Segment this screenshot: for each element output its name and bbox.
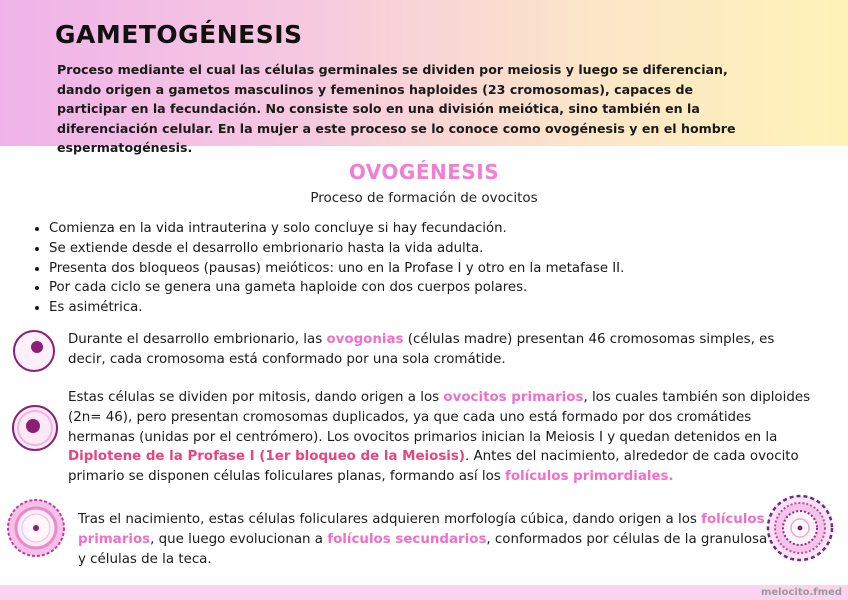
- intro-paragraph: Proceso mediante el cual las células germinales se dividen por meiosis y luego se diferencian, dando origen a gametos masculinos y femeninos haploides (23 cromosomas), capaces de participar en la fecundación. No consiste solo en una división meiótica, sino también en la diferenciación celular. En la mujer a este proceso se lo conoce como ovogénesis y en el hombre espermatogénesis.: [57, 62, 736, 155]
- paragraph-oogonias: [68, 330, 813, 370]
- primary-follicle-icon: [5, 497, 67, 559]
- term-diplotene: Diplotene de la Profase I (1er bloqueo de la Meiosis): [68, 449, 465, 465]
- bullet-item: • Comienza en la vida intrauterina y solo concluye si hay fecundación.: [49, 219, 729, 239]
- term-foliculos-primarios: folículos primarios: [78, 512, 765, 547]
- para2-text-a: Estas células se dividen por mitosis, dando origen a los: [68, 390, 444, 405]
- para3-text-c: , conformados por células de la granulosa y células de la teca.: [78, 531, 768, 567]
- secondary-follicle-icon: [764, 492, 836, 564]
- bullet-item: • Se extiende desde el desarrollo embrionario hasta la vida adulta.: [49, 239, 729, 259]
- para2-text-b: , los cuales también son diploides (2n= 46), pero presentan cromosomas duplicados, ya que cada uno está formado por dos cromátides hermanas (unidas por el centrómero). Los ovocitos primarios inician la Meiosis I y quedan detenidos en la: [68, 390, 811, 445]
- primary-oocyte-cell-icon: [9, 402, 61, 454]
- term-ovogonias: ovogonias: [326, 332, 404, 347]
- footer-credit: melocito.fmed: [760, 587, 842, 598]
- paragraph-primary-oocytes: [68, 388, 820, 487]
- header-banner: [0, 0, 848, 155]
- para3-text-a: Tras el nacimiento, estas células foliculares adquieren morfología cúbica, dando origen a los: [78, 512, 702, 527]
- term-foliculos-secundarios: folículos secundarios: [327, 531, 487, 547]
- page-title: GAMETOGÉNESIS: [55, 20, 303, 49]
- term-ovocitos-primarios: ovocitos primarios: [443, 390, 584, 405]
- para1-text-b: (células madre) presentan 46 cromosomas simples, es decir, cada cromosoma está conformado por una sola cromátide.: [68, 332, 775, 367]
- paragraph-follicles: [78, 510, 768, 569]
- para1-text-a: Durante el desarrollo embrionario, las: [68, 332, 327, 347]
- bullet-item: • Presenta dos bloqueos (pausas) meióticos: uno en la Profase I y otro en la metafase II.: [49, 259, 729, 279]
- footer-bar: [0, 585, 848, 600]
- section-title: OVOGÉNESIS: [348, 160, 500, 184]
- bullet-list: [30, 219, 729, 318]
- para3-text-b: , que luego evolucionan a: [150, 531, 328, 547]
- oogonia-cell-icon: [11, 328, 57, 374]
- bullet-item: • Por cada ciclo se genera una gameta haploide con dos cuerpos polares.: [49, 278, 729, 298]
- bullet-item: • Es asimétrica.: [49, 298, 729, 318]
- term-foliculos-primordiales: folículos primordiales.: [505, 469, 674, 485]
- section-subtitle: Proceso de formación de ovocitos: [310, 190, 538, 206]
- para2-text-c: . Antes del nacimiento, alrededor de cada ovocito primario se disponen células foliculares planas, formando así los: [68, 449, 799, 485]
